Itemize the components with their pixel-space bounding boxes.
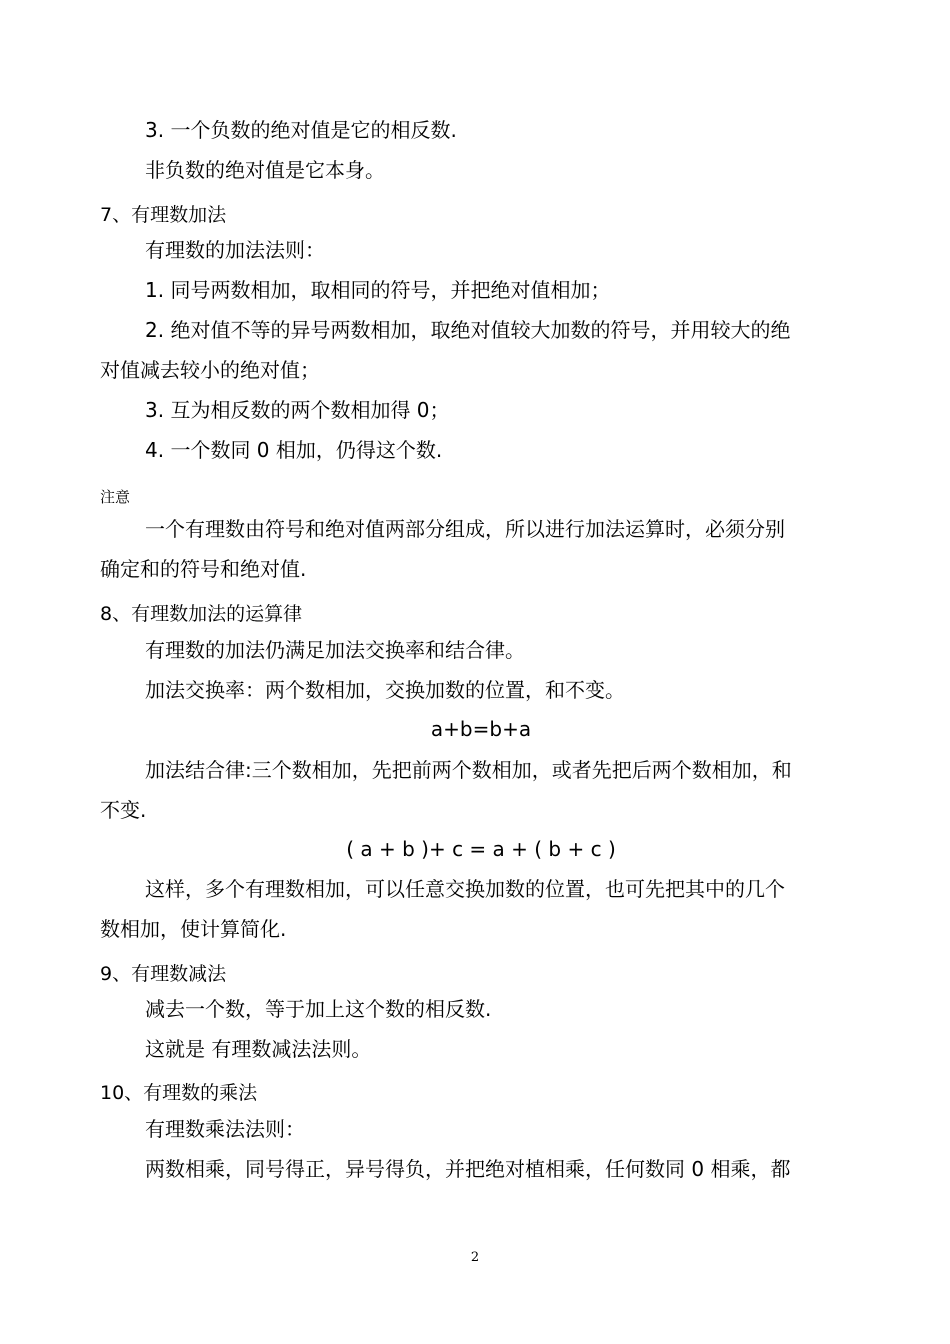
page-number: 2 bbox=[470, 1250, 480, 1265]
text-line: 两数相乘，同号得正，异号得负，并把绝对植相乘，任何数同 0 相乘，都 bbox=[145, 1157, 791, 1181]
section-heading: 10、有理数的乘法 bbox=[100, 1082, 258, 1104]
text-line: 确定和的符号和绝对值. bbox=[100, 557, 307, 581]
formula: ( a + b )+ c = a + ( b + c ) bbox=[346, 837, 616, 861]
text-line: 4. 一个数同 0 相加，仍得这个数. bbox=[145, 438, 443, 462]
text-line: 一个有理数由符号和绝对值两部分组成，所以进行加法运算时，必须分别 bbox=[145, 517, 785, 541]
text-line: 这就是 有理数减法法则。 bbox=[145, 1037, 372, 1061]
text-line: 有理数乘法法则： bbox=[145, 1117, 305, 1141]
text-line: 1. 同号两数相加，取相同的符号，并把绝对值相加； bbox=[145, 278, 611, 302]
text-line: 有理数的加法法则： bbox=[145, 238, 325, 262]
text-line: 2. 绝对值不等的异号两数相加，取绝对值较大加数的符号，并用较大的绝 bbox=[145, 318, 791, 342]
text-line: 3. 一个负数的绝对值是它的相反数. bbox=[145, 118, 457, 142]
text-line: 加法结合律:三个数相加，先把前两个数相加，或者先把后两个数相加，和 bbox=[145, 758, 792, 782]
text-line: 3. 互为相反数的两个数相加得 0； bbox=[145, 398, 450, 422]
section-heading: 8、有理数加法的运算律 bbox=[100, 603, 303, 625]
text-line: 数相加，使计算简化. bbox=[100, 917, 287, 941]
text-line: 有理数的加法仍满足加法交换率和结合律。 bbox=[145, 638, 525, 662]
text-line: 不变. bbox=[100, 798, 147, 822]
text-line: 对值减去较小的绝对值； bbox=[100, 358, 320, 382]
text-line: 减去一个数，等于加上这个数的相反数. bbox=[145, 997, 492, 1021]
note-label: 注意 bbox=[100, 488, 131, 506]
text-line: 加法交换率：两个数相加，交换加数的位置，和不变。 bbox=[145, 678, 625, 702]
section-heading: 9、有理数减法 bbox=[100, 963, 227, 985]
text-line: 非负数的绝对值是它本身。 bbox=[145, 158, 385, 182]
formula: a+b=b+a bbox=[430, 717, 532, 741]
text-line: 这样，多个有理数相加，可以任意交换加数的位置，也可先把其中的几个 bbox=[145, 877, 785, 901]
section-heading: 7、有理数加法 bbox=[100, 204, 227, 226]
